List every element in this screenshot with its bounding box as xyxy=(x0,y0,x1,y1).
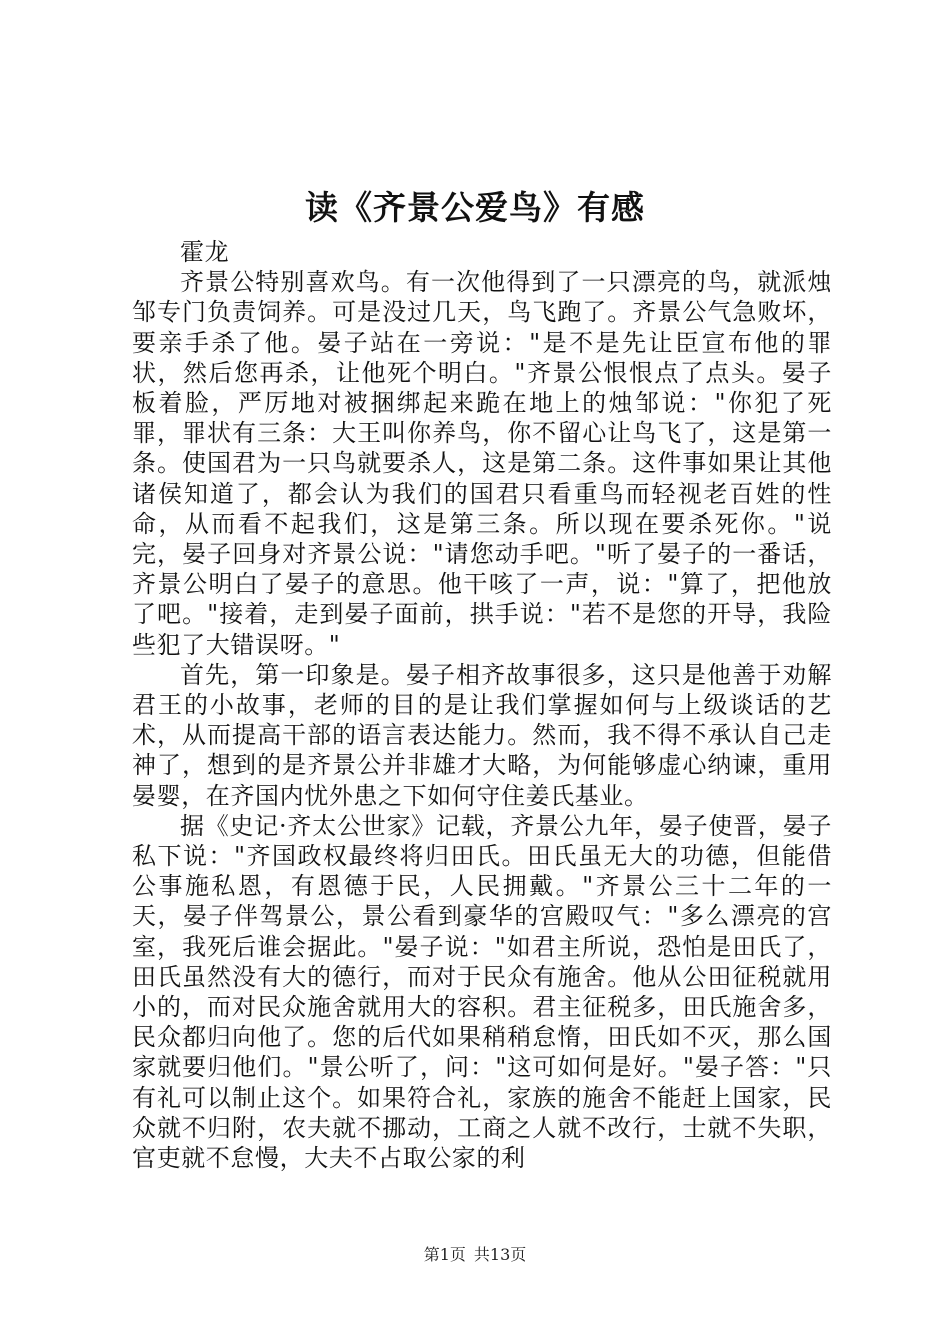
document-body xyxy=(132,237,832,1173)
paragraph-2: 首先，第一印象是。晏子相齐故事很多，这只是他善于劝解君王的小故事，老师的目的是让我们掌握如何与上级谈话的艺术，从而提高干部的语言表达能力。然而，我不得不承认自己走神了，想到的是齐景公并非雄才大略，为何能够虚心纳谏，重用晏婴，在齐国内忧外患之下如何守住姜氏基业。 xyxy=(132,660,832,810)
page-number: 第1页 xyxy=(423,1245,466,1264)
paragraph-1: 齐景公特别喜欢鸟。有一次他得到了一只漂亮的鸟，就派烛邹专门负责饲养。可是没过几天，鸟飞跑了。齐景公气急败坏，要亲手杀了他。晏子站在一旁说："是不是先让臣宣布他的罪状，然后您再杀，让他死个明白。"齐景公恨恨点了点头。晏子板着脸，严厉地对被捆绑起来跪在地上的烛邹说："你犯了死罪，罪状有三条：大王叫你养鸟，你不留心让鸟飞了，这是第一条。使国君为一只鸟就要杀人，这是第二条。这件事如果让其他诸侯知道了，都会认为我们的国君只看重鸟而轻视老百姓的性命，从而看不起我们，这是第三条。所以现在要杀死你。"说完，晏子回身对齐景公说："请您动手吧。"听了晏子的一番话，齐景公明白了晏子的意思。他干咳了一声，说："算了，把他放了吧。"接着，走到晏子面前，拱手说："若不是您的开导，我险些犯了大错误呀。" xyxy=(132,268,832,659)
page-total: 共13页 xyxy=(473,1245,527,1264)
author-name: 霍龙 xyxy=(180,238,230,266)
document-title: 读《齐景公爱鸟》有感 xyxy=(305,188,645,227)
page-footer xyxy=(0,1244,950,1266)
paragraph-3: 据《史记·齐太公世家》记载，齐景公九年，晏子使晋，晏子私下说："齐国政权最终将归田氏。田氏虽无大的功德，但能借公事施私恩，有恩德于民，人民拥戴。"齐景公三十二年的一天，晏子伴驾景公，景公看到豪华的宫殿叹气："多么漂亮的宫室，我死后谁会据此。"晏子说："如君主所说，恐怕是田氏了，田氏虽然没有大的德行，而对于民众有施舍。他从公田征税就用小的，而对民众施舍就用大的容积。君主征税多，田氏施舍多，民众都归向他了。您的后代如果稍稍怠惰，田氏如不灭，那么国家就要归他们。"景公听了，问："这可如何是好。"晏子答："只有礼可以制止这个。如果符合礼，家族的施舍不能赶上国家，民众就不归附，农夫就不挪动，工商之人就不改行，士就不失职，官吏就不怠慢，大夫不占取公家的利 xyxy=(132,811,832,1173)
